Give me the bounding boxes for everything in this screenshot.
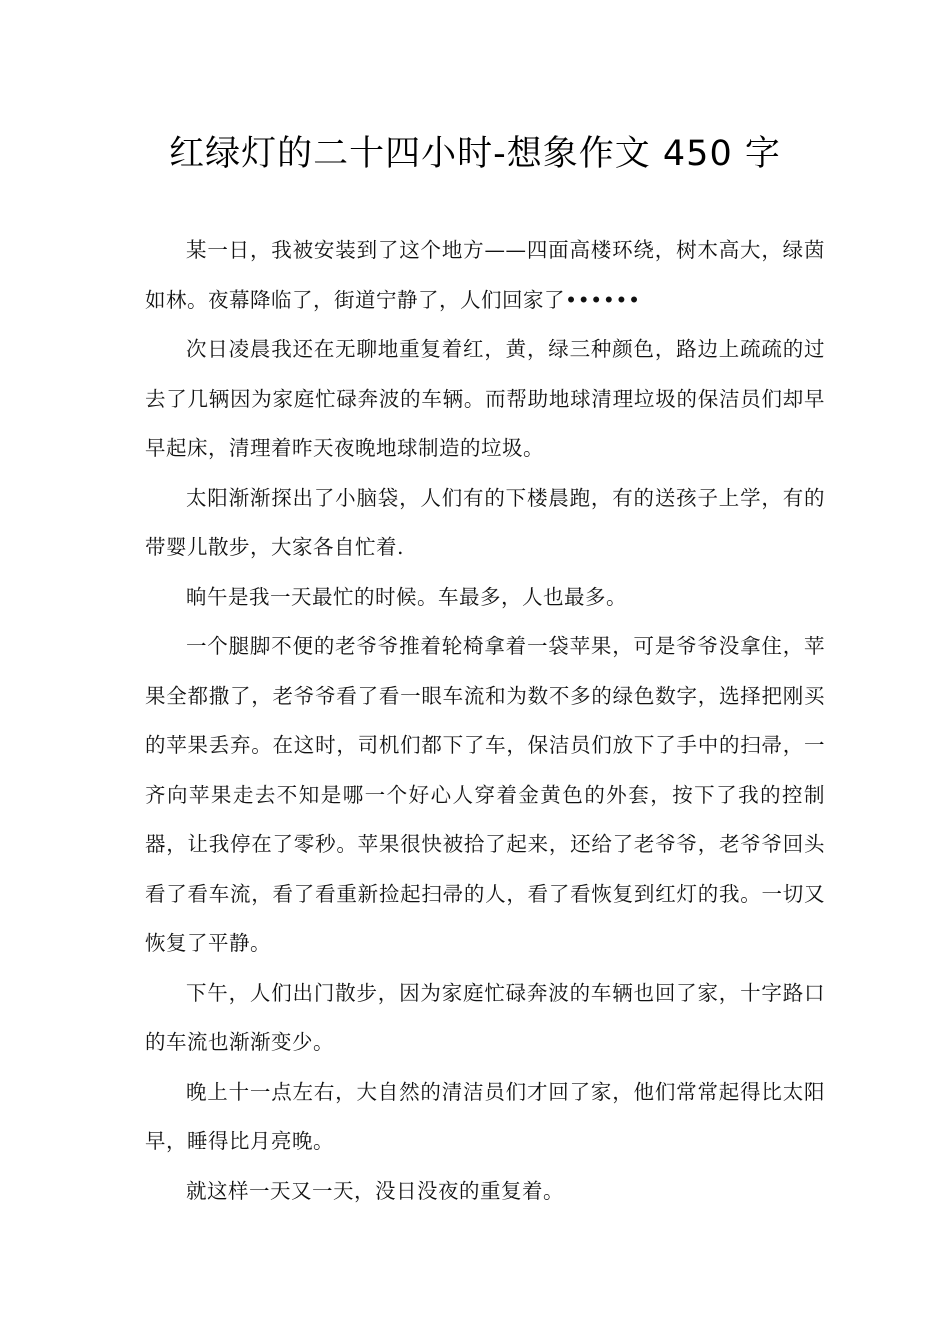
paragraph-7: 晚上十一点左右，大自然的清洁员们才回了家，他们常常起得比太阳早，睡得比月亮晚。 (145, 1079, 825, 1153)
paragraph-1: 某一日，我被安装到了这个地方——四面高楼环绕，树木高大，绿茵如林。夜幕降临了，街道宁静了，人们回家了•••••• (145, 238, 825, 312)
paragraph-2: 次日凌晨我还在无聊地重复着红，黄，绿三种颜色，路边上疏疏的过去了几辆因为家庭忙碌奔波的车辆。而帮助地球清理垃圾的保洁员们却早早起床，清理着昨天夜晚地球制造的垃圾。 (145, 337, 825, 460)
paragraph-6: 下午，人们出门散步，因为家庭忙碌奔波的车辆也回了家，十字路口的车流也渐渐变少。 (145, 980, 825, 1054)
paragraph-5: 一个腿脚不便的老爷爷推着轮椅拿着一袋苹果，可是爷爷没拿住，苹果全都撒了，老爷爷看了看一眼车流和为数不多的绿色数字，选择把刚买的苹果丢弃。在这时，司机们都下了车，保洁员们放下了手中的扫帚，一齐向苹果走去不知是哪一个好心人穿着金黄色的外套，按下了我的控制器，让我停在了零秒。苹果很快被拾了起来，还给了老爷爷，老爷爷回头看了看车流，看了看重新捡起扫帚的人，看了看恢复到红灯的我。一切又恢复了平静。 (145, 634, 825, 955)
document-title: 红绿灯的二十四小时-想象作文 450 字 (169, 134, 781, 174)
paragraph-8: 就这样一天又一天，没日没夜的重复着。 (186, 1178, 564, 1203)
paragraph-4: 晌午是我一天最忙的时候。车最多，人也最多。 (186, 584, 627, 609)
document-body (145, 226, 825, 1216)
paragraph-3: 太阳渐渐探出了小脑袋，人们有的下楼晨跑，有的送孩子上学，有的带婴儿散步，大家各自忙着. (145, 485, 825, 559)
